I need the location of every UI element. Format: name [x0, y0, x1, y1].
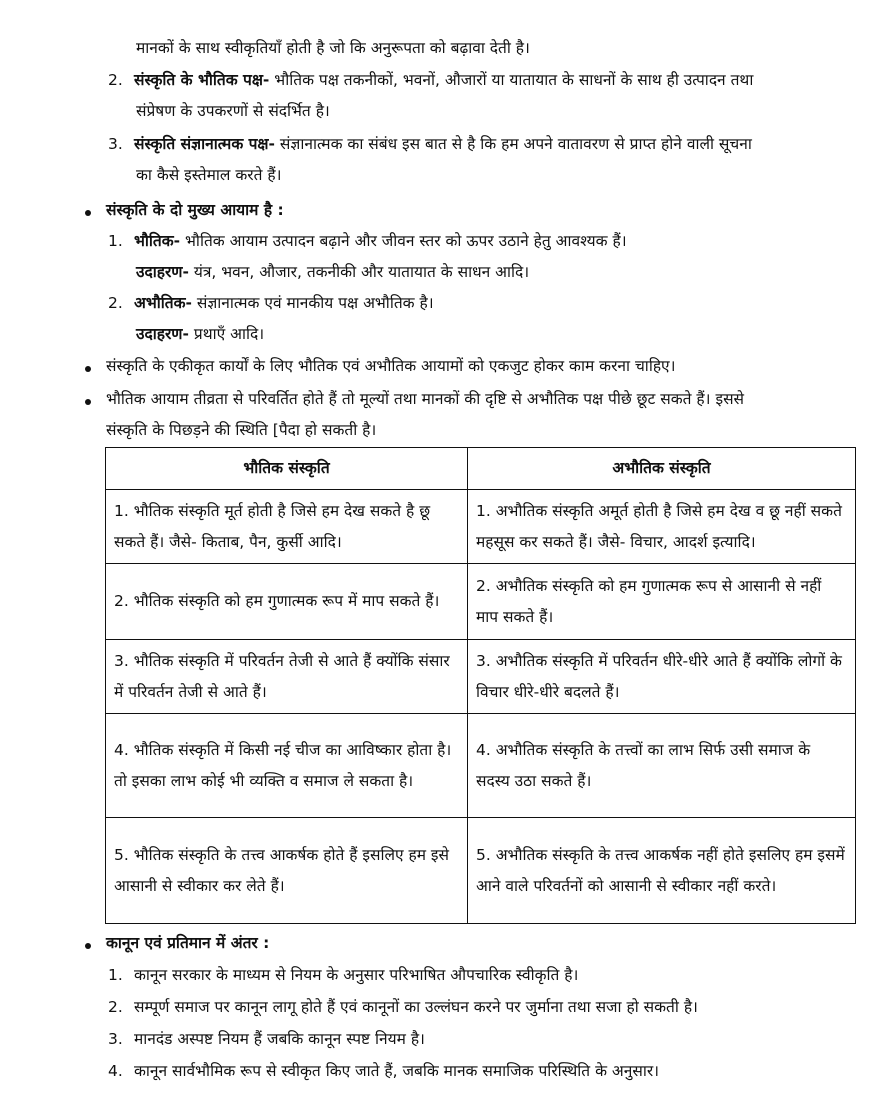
- dimension-text: संज्ञानात्मक एवं मानकीय पक्ष अभौतिक है।: [191, 294, 434, 312]
- example-label: उदाहरण-: [136, 263, 189, 281]
- law-number: 2.: [108, 998, 123, 1016]
- table-cell: 1. अभौतिक संस्कृति अमूर्त होती है जिसे हम देख व छू नहीं सकते महसूस कर सकते हैं। जैसे- विचार, आदर्श इत्यादि।: [468, 490, 856, 564]
- example-text: यंत्र, भवन, औजार, तकनीकी और यातायात के साधन आदि।: [188, 263, 530, 281]
- law-number: 1.: [108, 966, 123, 984]
- bullet-icon: [85, 210, 91, 216]
- bullet-integration: संस्कृति के एकीकृत कार्यों के लिए भौतिक एवं अभौतिक आयामों को एकजुट होकर काम करना चाहिए।: [106, 357, 676, 375]
- table-cell: 2. अभौतिक संस्कृति को हम गुणात्मक रूप से आसानी से नहीं माप सकते हैं।: [468, 564, 856, 640]
- intro-continuation: मानकों के साथ स्वीकृतियाँ होती है जो कि अनुरूपता को बढ़ावा देती है।: [136, 39, 530, 57]
- dimension-term: अभौतिक-: [134, 294, 192, 312]
- table-row: [106, 640, 856, 714]
- table-row: [106, 818, 856, 924]
- table-cell: 3. भौतिक संस्कृति में परिवर्तन तेजी से आते हैं क्योंकि संसार में परिवर्तन तेजी से आते हैं।: [106, 640, 468, 714]
- law-item-2: [108, 992, 698, 1023]
- comparison-table: [105, 447, 856, 924]
- law-number: 3.: [108, 1030, 123, 1048]
- aspect-number: 2.: [108, 71, 123, 89]
- law-number: 4.: [108, 1062, 123, 1080]
- law-text: कानून सार्वभौमिक रूप से स्वीकृत किए जाते हैं, जबकि मानक समाजिक परिस्थिति के अनुसार।: [134, 1062, 660, 1080]
- aspect-term: संस्कृति के भौतिक पक्ष-: [134, 71, 270, 89]
- dimension-example-2: [136, 319, 264, 350]
- bullet-lag-line1: भौतिक आयाम तीव्रता से परिवर्तित होते हैं तो मूल्यों तथा मानकों की दृष्टि से अभौतिक पक्ष पीछे छूट सकते हैं। इससे: [106, 390, 745, 408]
- law-item-3: [108, 1024, 425, 1055]
- law-heading: कानून एवं प्रतिमान में अंतर :: [106, 934, 270, 952]
- column-header-material: भौतिक संस्कृति: [106, 448, 468, 490]
- dimension-text: भौतिक आयाम उत्पादन बढ़ाने और जीवन स्तर को ऊपर उठाने हेतु आवश्यक हैं।: [180, 232, 627, 250]
- table-cell: 4. भौतिक संस्कृति में किसी नई चीज का आविष्कार होता है। तो इसका लाभ कोई भी व्यक्ति व समाज ले सकता है।: [106, 714, 468, 818]
- dimension-example-1: [136, 257, 529, 288]
- table-header-row: [106, 448, 856, 490]
- dimension-term: भौतिक-: [134, 232, 181, 250]
- law-item-1: [108, 960, 578, 991]
- bullet-lag-line2: संस्कृति के पिछड़ने की स्थिति [पैदा हो सकती है।: [106, 421, 377, 439]
- table-row: [106, 714, 856, 818]
- dimension-number: 1.: [108, 232, 123, 250]
- dimension-item-2: [108, 288, 434, 319]
- bullet-icon: [85, 366, 91, 372]
- table-cell: 1. भौतिक संस्कृति मूर्त होती है जिसे हम देख सकते है छू सकते हैं। जैसे- किताब, पैन, कुर्सी आदि।: [106, 490, 468, 564]
- aspect-item-2-cont: संप्रेषण के उपकरणों से संदर्भित है।: [136, 102, 330, 120]
- law-text: सम्पूर्ण समाज पर कानून लागू होते हैं एवं कानूनों का उल्लंघन करने पर जुर्माना तथा सजा हो सकती है।: [134, 998, 698, 1016]
- dimensions-heading: संस्कृति के दो मुख्य आयाम है :: [106, 201, 284, 219]
- aspect-number: 3.: [108, 135, 123, 153]
- aspect-term: संस्कृति संज्ञानात्मक पक्ष-: [134, 135, 275, 153]
- aspect-item-2: [108, 65, 753, 96]
- bullet-icon: [85, 399, 91, 405]
- example-label: उदाहरण-: [136, 325, 189, 343]
- table-cell: 5. अभौतिक संस्कृति के तत्त्व आकर्षक नहीं होते इसलिए हम इसमें आने वाले परिवर्तनों को आसानी से स्वीकार नहीं करते।: [468, 818, 856, 924]
- table-cell: 3. अभौतिक संस्कृति में परिवर्तन धीरे-धीरे आते हैं क्योंकि लोगों के विचार धीरे-धीरे बदलते हैं।: [468, 640, 856, 714]
- law-text: मानदंड अस्पष्ट नियम हैं जबकि कानून स्पष्ट नियम है।: [134, 1030, 425, 1048]
- table-cell: 5. भौतिक संस्कृति के तत्त्व आकर्षक होते हैं इसलिए हम इसे आसानी से स्वीकार कर लेते हैं।: [106, 818, 468, 924]
- dimension-number: 2.: [108, 294, 123, 312]
- table-cell: 2. भौतिक संस्कृति को हम गुणात्मक रूप में माप सकते हैं।: [106, 564, 468, 640]
- law-item-4: [108, 1056, 659, 1087]
- table-row: [106, 490, 856, 564]
- aspect-text: संज्ञानात्मक का संबंध इस बात से है कि हम अपने वातावरण से प्राप्त होने वाली सूचना: [274, 135, 752, 153]
- dimension-item-1: [108, 226, 627, 257]
- example-text: प्रथाएँ आदि।: [188, 325, 265, 343]
- bullet-icon: [85, 943, 91, 949]
- aspect-item-3: [108, 129, 752, 160]
- law-text: कानून सरकार के माध्यम से नियम के अनुसार परिभाषित औपचारिक स्वीकृति है।: [134, 966, 579, 984]
- aspect-text: भौतिक पक्ष तकनीकों, भवनों, औजारों या यातायात के साधनों के साथ ही उत्पादन तथा: [269, 71, 754, 89]
- table-cell: 4. अभौतिक संस्कृति के तत्त्वों का लाभ सिर्फ उसी समाज के सदस्य उठा सकते हैं।: [468, 714, 856, 818]
- table-row: [106, 564, 856, 640]
- aspect-item-3-cont: का कैसे इस्तेमाल करते हैं।: [136, 166, 282, 184]
- column-header-nonmaterial: अभौतिक संस्कृति: [468, 448, 856, 490]
